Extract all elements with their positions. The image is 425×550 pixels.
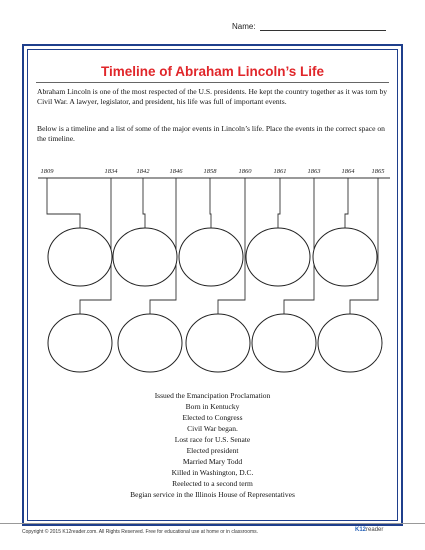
event-answer-circle[interactable] (313, 228, 377, 286)
year-label: 1834 (104, 168, 118, 175)
intro-paragraph: Abraham Lincoln is one of the most respected of the U.S. presidents. He kept the country together as it was torn by Civil War. A lawyer, legislator, and president, his life was full of important events. (37, 87, 388, 106)
copyright-text: Copyright © 2015 K12reader.com. All Rights Reserved. Free for educational use at home or in classrooms. (22, 529, 259, 535)
event-item: Lost race for U.S. Senate (174, 435, 251, 444)
year-label: 1858 (203, 168, 217, 175)
event-answer-circle[interactable] (186, 314, 250, 372)
event-answer-circle[interactable] (179, 228, 243, 286)
connector-line (143, 178, 145, 228)
event-item: Elected to Congress (182, 413, 243, 422)
connector-line (210, 178, 211, 228)
name-label: Name: (232, 22, 256, 31)
year-label: 1809 (40, 168, 54, 175)
event-item: Elected president (186, 446, 239, 455)
event-item: Issued the Emancipation Proclamation (154, 391, 271, 400)
year-label: 1860 (238, 168, 252, 175)
event-item: Begian service in the Illinois House of Representatives (130, 490, 295, 499)
event-answer-circle[interactable] (113, 228, 177, 286)
event-item: Civil War began. (187, 424, 238, 433)
event-list (0, 390, 425, 500)
instructions-paragraph: Below is a timeline and a list of some of the major events in Lincoln’s life. Place the events in the correct space on the timeline. (37, 124, 385, 143)
year-label: 1861 (273, 168, 287, 175)
event-answer-circle[interactable] (48, 228, 112, 286)
year-label: 1865 (371, 168, 385, 175)
connector-line (278, 178, 280, 228)
year-label: 1842 (136, 168, 150, 175)
year-label: 1863 (307, 168, 321, 175)
event-answer-circle[interactable] (118, 314, 182, 372)
footer-divider (0, 523, 425, 524)
event-answer-circle[interactable] (246, 228, 310, 286)
k12reader-logo[interactable]: K12reader (355, 527, 384, 533)
event-answer-circle[interactable] (318, 314, 382, 372)
connector-line (345, 178, 348, 228)
event-answer-circle[interactable] (48, 314, 112, 372)
event-item: Killed in Washington, D.C. (171, 468, 254, 477)
connector-line (47, 178, 80, 228)
event-item: Married Mary Todd (182, 457, 243, 466)
event-answer-circle[interactable] (252, 314, 316, 372)
event-item: Reelected to a second term (172, 479, 253, 488)
worksheet-title: Timeline of Abraham Lincoln’s Life (100, 64, 325, 79)
year-label: 1846 (169, 168, 183, 175)
event-item: Born in Kentucky (185, 402, 240, 411)
year-label: 1864 (341, 168, 355, 175)
